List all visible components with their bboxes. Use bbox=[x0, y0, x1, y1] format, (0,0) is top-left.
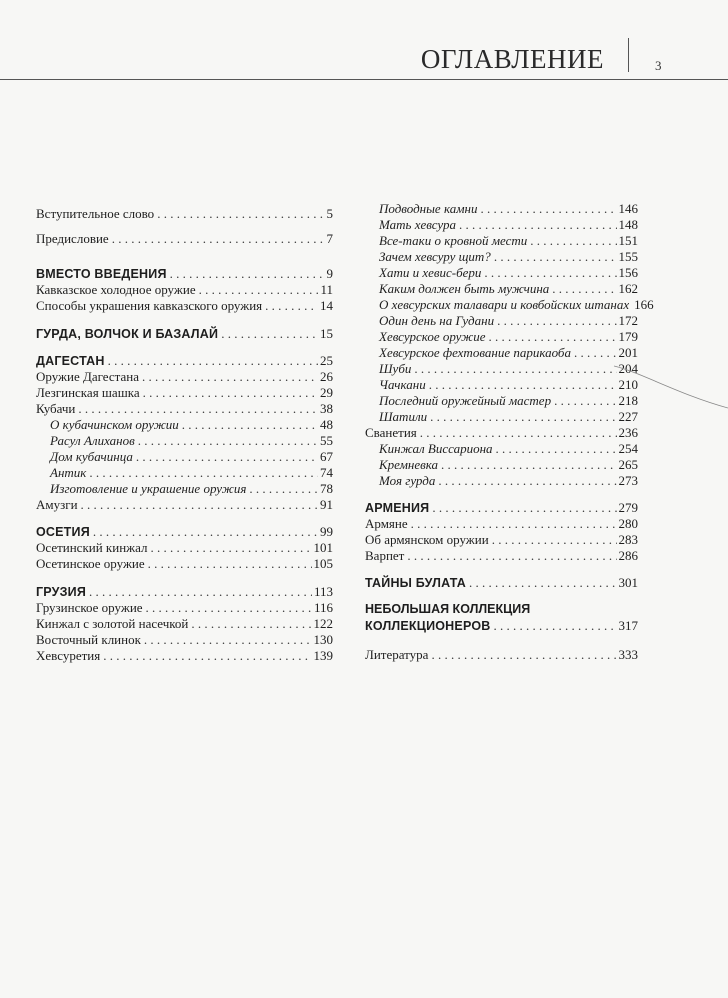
toc-page-number: 74 bbox=[320, 465, 333, 480]
toc-page-number: 26 bbox=[320, 369, 333, 384]
toc-page-number: 99 bbox=[320, 524, 333, 539]
toc-page-number: 236 bbox=[618, 425, 638, 440]
toc-entry-title: Осетинский кинжал bbox=[36, 540, 148, 555]
toc-entry-title: Варпет bbox=[365, 548, 405, 563]
toc-entry-title: Один день на Гудани bbox=[379, 313, 495, 328]
toc-page-number: 151 bbox=[618, 233, 638, 248]
toc-entry-title: Каким должен быть мужчина bbox=[379, 281, 550, 296]
toc-page-number: 29 bbox=[320, 385, 333, 400]
toc-page-number: 15 bbox=[320, 326, 333, 341]
toc-page-number: 14 bbox=[320, 298, 333, 313]
toc-page-number: 280 bbox=[618, 516, 638, 531]
toc-page-number: 148 bbox=[618, 217, 638, 232]
toc-entry-title: ВМЕСТО ВВЕДЕНИЯ bbox=[36, 267, 167, 281]
toc-entry-title: Армяне bbox=[365, 516, 408, 531]
toc-page-number: 218 bbox=[618, 393, 638, 408]
toc-entry-title: Кинжал с золотой насечкой bbox=[36, 616, 189, 631]
toc-page-number: 9 bbox=[326, 266, 333, 281]
toc-entry-title: ГРУЗИЯ bbox=[36, 585, 87, 599]
toc-page-number: 67 bbox=[320, 449, 333, 464]
toc-page-number: 146 bbox=[618, 201, 638, 216]
toc-entry-title: О хевсурских талавари и ковбойских штанах bbox=[379, 297, 630, 312]
toc-entry-title: АРМЕНИЯ bbox=[365, 501, 430, 515]
toc-page-number: 155 bbox=[618, 249, 638, 264]
toc-page-number: 78 bbox=[320, 481, 333, 496]
toc-page-number: 48 bbox=[320, 417, 333, 432]
toc-page-number: 179 bbox=[618, 329, 638, 344]
toc-page-number: 7 bbox=[326, 231, 333, 246]
toc-page-number: 254 bbox=[618, 441, 638, 456]
toc-page-number: 265 bbox=[618, 457, 638, 472]
toc-entry-title: Последний оружейный мастер bbox=[379, 393, 552, 408]
toc-page-number: 55 bbox=[320, 433, 333, 448]
toc-entry-title: КОЛЛЕКЦИОНЕРОВ bbox=[365, 619, 491, 633]
toc-page-number: 130 bbox=[313, 632, 333, 647]
toc-page-number: 105 bbox=[313, 556, 333, 571]
toc-page-number: 227 bbox=[618, 409, 638, 424]
toc-entry-title: Хевсурское фехтование парикаоба bbox=[379, 345, 571, 360]
toc-entry-title: Хевсуретия bbox=[36, 648, 101, 663]
page-number: 3 bbox=[655, 58, 662, 73]
toc-page-number: 210 bbox=[618, 377, 638, 392]
toc-section-heading: НЕБОЛЬШАЯ КОЛЛЕКЦИЯ bbox=[365, 602, 531, 616]
toc-entry-title: Способы украшения кавказского оружия bbox=[36, 298, 263, 313]
toc-page-number: 11 bbox=[320, 282, 333, 297]
toc-entry-title: Литература bbox=[365, 647, 429, 662]
toc-entry-title: Кремневка bbox=[379, 457, 438, 472]
toc-entry-title: Предисловие bbox=[36, 231, 109, 246]
toc-entry-title: Моя гурда bbox=[379, 473, 436, 488]
toc-entry-title: Чачкани bbox=[379, 377, 426, 392]
toc-entry-title: Сванетия bbox=[365, 425, 417, 440]
toc-entry-title: Подводные камни bbox=[379, 201, 478, 216]
toc-page-number: 201 bbox=[618, 345, 638, 360]
toc-page-number: 333 bbox=[618, 647, 638, 662]
toc-page-number: 279 bbox=[618, 500, 638, 515]
toc-page-number: 172 bbox=[618, 313, 638, 328]
toc-page-number: 122 bbox=[313, 616, 333, 631]
toc-entry-title: Дом кубачинца bbox=[50, 449, 133, 464]
toc-entry-title: Шуби bbox=[379, 361, 412, 376]
toc-entry-title: Антик bbox=[50, 465, 87, 480]
toc-entry-title: Амузги bbox=[36, 497, 78, 512]
toc-entry-title: ДАГЕСТАН bbox=[36, 354, 105, 368]
toc-page-number: 301 bbox=[618, 575, 638, 590]
toc-entry-title: Мать хевсура bbox=[379, 217, 456, 232]
toc-page-number: 25 bbox=[320, 353, 333, 368]
toc-entry-title: ТАЙНЫ БУЛАТА bbox=[365, 576, 467, 590]
toc-page-number: 5 bbox=[326, 206, 333, 221]
toc-entry-title: Шатили bbox=[379, 409, 428, 424]
toc-entry-title: Кубачи bbox=[36, 401, 76, 416]
toc-page-number: 317 bbox=[618, 618, 638, 633]
toc-page-number: 283 bbox=[618, 532, 638, 547]
toc-page-number: 273 bbox=[618, 473, 638, 488]
toc-entry-title: Хевсурское оружие bbox=[379, 329, 486, 344]
toc-entry-title: Об армянском оружии bbox=[365, 532, 489, 547]
toc-entry-title: Кинжал Виссариона bbox=[379, 441, 493, 456]
toc-entry-title: Изготовление и украшение оружия bbox=[50, 481, 247, 496]
toc-entry-title: Расул Алиханов bbox=[50, 433, 135, 448]
toc-entry-title: Кавказское холодное оружие bbox=[36, 282, 196, 297]
toc-page-number: 162 bbox=[618, 281, 638, 296]
toc-page-number: 204 bbox=[618, 361, 638, 376]
toc-entry-title: Вступительное слово bbox=[36, 206, 155, 221]
toc-entry-title: О кубачинском оружии bbox=[50, 417, 179, 432]
toc-entry-title: Осетинское оружие bbox=[36, 556, 145, 571]
toc-page-number: 113 bbox=[313, 584, 333, 599]
toc-entry-title: Хати и хевис-бери bbox=[379, 265, 482, 280]
toc-page-number: 286 bbox=[618, 548, 638, 563]
page-title: ОГЛАВЛЕНИЕ bbox=[420, 44, 604, 74]
toc-page-number: 139 bbox=[313, 648, 333, 663]
toc-page-number: 116 bbox=[313, 600, 333, 615]
toc-entry-title: Лезгинская шашка bbox=[36, 385, 140, 400]
toc-page-number: 156 bbox=[618, 265, 638, 280]
toc-entry-title: Все-таки о кровной мести bbox=[379, 233, 528, 248]
toc-page-number: 38 bbox=[320, 401, 333, 416]
toc-entry-title: ОСЕТИЯ bbox=[36, 525, 90, 539]
toc-entry-title: Грузинское оружие bbox=[36, 600, 143, 615]
toc-page-number: 91 bbox=[320, 497, 333, 512]
toc-entry-title: Зачем хевсуру щит? bbox=[379, 249, 491, 264]
toc-entry-title: Восточный клинок bbox=[36, 632, 141, 647]
toc-entry-title: Оружие Дагестана bbox=[36, 369, 140, 384]
toc-entry-title: ГУРДА, ВОЛЧОК И БАЗАЛАЙ bbox=[36, 327, 219, 341]
toc-page-number: 101 bbox=[313, 540, 333, 555]
toc-page-number: 166 bbox=[634, 297, 654, 312]
